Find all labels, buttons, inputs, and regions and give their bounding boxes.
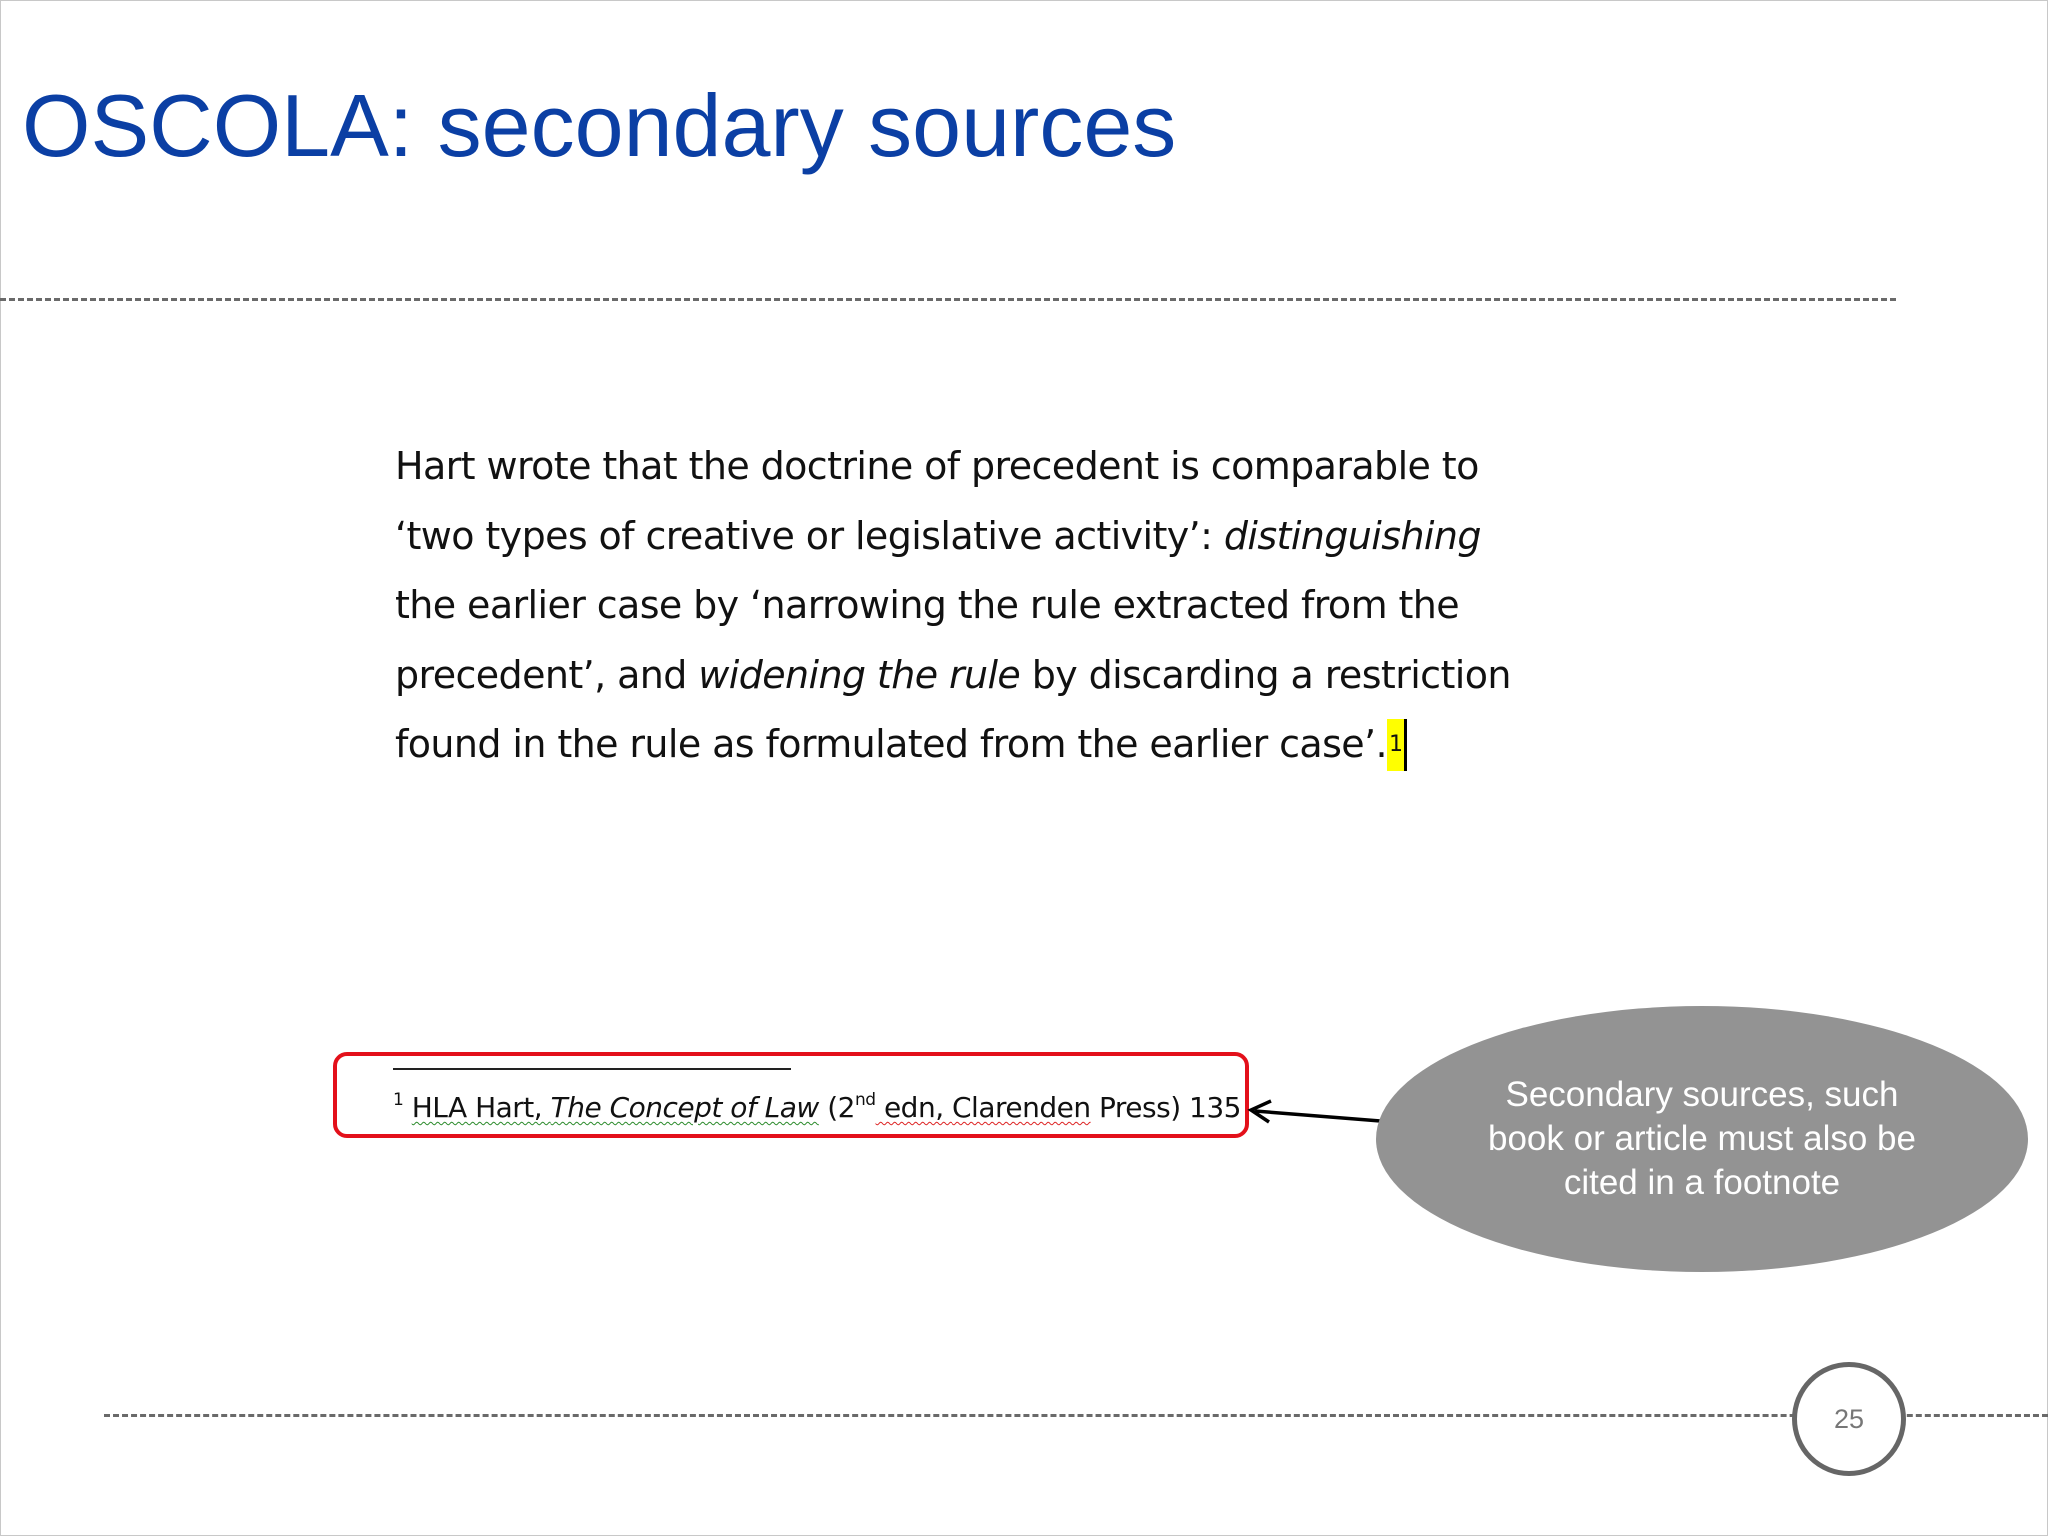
callout-text: Secondary sources, such book or article must also be cited in a footnote (1488, 1075, 1916, 1202)
paragraph-line-1: Hart wrote that the doctrine of precedent is comparable to (395, 444, 1479, 488)
arrow-pointer-icon (1245, 1098, 1395, 1128)
paragraph-line-2-text: ‘two types of creative or legislative activity’: (395, 513, 1224, 558)
quoted-paragraph (395, 432, 1655, 780)
paragraph-line-3: the earlier case by ‘narrowing the rule extracted from the (395, 583, 1460, 627)
slide-title: OSCOLA: secondary sources (22, 76, 1177, 175)
paragraph-line-2 (395, 502, 1655, 572)
callout-bubble (1376, 1006, 2028, 1272)
paragraph-line-5-text: found in the rule as formulated from the earlier case’. (395, 722, 1387, 766)
footnote-press-pages: Press) 135 (1090, 1091, 1241, 1124)
paragraph-line-4-end: by discarding a restriction (1020, 652, 1511, 697)
footnote-edition-superscript: nd (854, 1090, 876, 1110)
top-dashed-divider (0, 298, 1896, 301)
paragraph-line-5 (395, 710, 1655, 780)
paragraph-line-4 (395, 641, 1655, 711)
italic-distinguishing: distinguishing (1223, 513, 1481, 558)
footnote-number: 1 (393, 1090, 404, 1110)
page-number-badge: 25 (1792, 1362, 1906, 1476)
footnote-publisher: Clarenden (952, 1091, 1091, 1124)
footnote-open-paren: (2 (818, 1091, 855, 1124)
footnote-reference-marker: 1 (1387, 719, 1407, 771)
footnote-author: HLA Hart, (411, 1091, 551, 1124)
bottom-dashed-divider (104, 1414, 2048, 1417)
footnote-edition: edn, (875, 1091, 952, 1124)
footnote-citation (393, 1088, 1241, 1128)
footnote-book-title: The Concept of Law (550, 1091, 819, 1124)
italic-widening-the-rule: widening the rule (698, 652, 1021, 697)
paragraph-line-4-start: precedent’, and (395, 652, 699, 697)
